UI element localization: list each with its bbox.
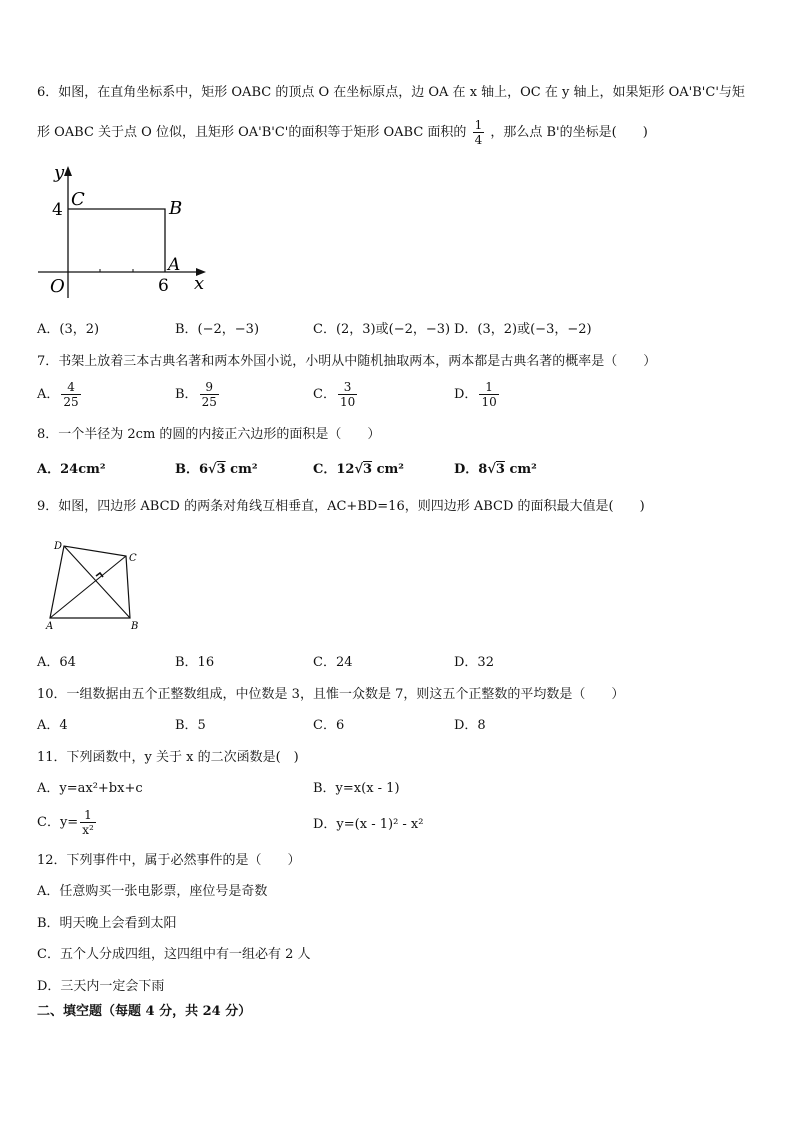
q12-option-b[interactable]: B．明天晚上会看到太阳: [37, 916, 177, 931]
q7-d-num: 1: [479, 380, 498, 395]
q11-c-num: 1: [80, 808, 96, 823]
q8-option-c[interactable]: C．12√3 cm²: [313, 462, 404, 477]
q10-option-c[interactable]: C．6: [313, 718, 345, 733]
label-C: C: [129, 553, 137, 564]
q7-b-label: B．: [175, 387, 198, 402]
label-B: B: [131, 621, 139, 632]
q9-option-c[interactable]: C．24: [313, 655, 353, 670]
q8-option-d[interactable]: D．8√3 cm²: [454, 462, 537, 477]
q9-option-b[interactable]: B．16: [175, 655, 215, 670]
q6-stem-line2: [37, 118, 648, 147]
q6-option-b[interactable]: B．(−2，−3): [175, 322, 260, 337]
q7-a-num: 4: [61, 380, 80, 395]
label-6: 6: [158, 276, 169, 296]
q9-stem: 9．如图，四边形 ABCD 的两条对角线互相垂直，AC+BD=16，则四边形 ABCD 的面积最大值是( ): [37, 499, 645, 514]
q8-a-label: A．: [37, 462, 61, 477]
q6-option-a[interactable]: A．(3，2): [37, 322, 100, 337]
q11-option-b[interactable]: B．y=x(x - 1): [313, 781, 400, 796]
q8-d-unit: cm²: [509, 462, 537, 477]
q8-b-rad: 3: [216, 462, 226, 477]
right-angle-mark: [96, 573, 103, 577]
q8-b-unit: cm²: [230, 462, 258, 477]
rectangle-oabc: [68, 209, 165, 272]
q7-option-c[interactable]: [313, 380, 359, 409]
label-A: A: [168, 255, 181, 275]
q7-a-label: A．: [37, 387, 60, 402]
diagonal-bd: [64, 546, 130, 618]
q10-option-b[interactable]: B．5: [175, 718, 206, 733]
quadrilateral-abcd: [50, 546, 130, 618]
q6-option-d[interactable]: D．(3，2)或(−3，−2): [454, 322, 592, 337]
q8-b-coef: 6: [199, 462, 209, 477]
q8-stem: 8．一个半径为 2cm 的圆的内接正六边形的面积是（ ）: [37, 427, 381, 442]
q9-option-d[interactable]: D．32: [454, 655, 494, 670]
q7-b-den: 25: [201, 395, 217, 409]
q7-option-a[interactable]: [37, 380, 83, 409]
label-A: A: [46, 621, 54, 632]
label-O: O: [50, 276, 65, 297]
y-axis-arrow: [64, 166, 72, 176]
q12-option-d[interactable]: D．三天内一定会下雨: [37, 979, 165, 994]
q11-option-a[interactable]: A．y=ax²+bx+c: [37, 781, 143, 796]
q6-stem-line1: 6．如图，在直角坐标系中，矩形 OABC 的顶点 O 在坐标原点，边 OA 在 x 轴上，OC 在 y 轴上，如果矩形 OA'B'C'与矩: [37, 85, 745, 100]
q12-option-a[interactable]: A．任意购买一张电影票，座位号是奇数: [37, 884, 268, 899]
q8-a-unit: cm²: [78, 462, 106, 477]
q8-b-label: B．: [175, 462, 199, 477]
label-D: D: [54, 541, 63, 552]
q9-option-a[interactable]: A．64: [37, 655, 76, 670]
q6-fraction: [473, 118, 485, 147]
q7-option-d[interactable]: [454, 380, 501, 409]
label-4: 4: [52, 200, 63, 220]
q7-a-den: 25: [63, 395, 79, 409]
q12-option-c[interactable]: C．五个人分成四组，这四组中有一组必有 2 人: [37, 947, 311, 962]
q8-c-coef: 12: [336, 462, 355, 477]
label-B: B: [169, 198, 183, 219]
q7-stem: 7．书架上放着三本古典名著和两本外国小说，小明从中随机抽取两本，两本都是古典名著的概率是（ ）: [37, 354, 657, 369]
q6-option-c[interactable]: C．(2，3)或(−2，−3): [313, 322, 451, 337]
q6-stem-line2b: ，那么点 B'的坐标是( ): [490, 125, 648, 140]
q10-stem: 10．一组数据由五个正整数组成，中位数是 3，且惟一众数是 7，则这五个正整数的平均数是（ ）: [37, 687, 625, 702]
q8-option-a[interactable]: [37, 461, 106, 479]
q7-b-num: 9: [200, 380, 219, 395]
q11-c-den: x²: [82, 823, 94, 837]
q11-c-prefix: C．y=: [37, 815, 79, 830]
q7-c-den: 10: [339, 395, 356, 409]
q9-figure: [40, 536, 150, 636]
diagonal-ac: [50, 556, 126, 618]
label-y: y: [54, 162, 65, 183]
q7-c-num: 3: [338, 380, 357, 395]
q7-d-label: D．: [454, 387, 478, 402]
section-heading: 二、填空题（每题 4 分，共 24 分）: [37, 1004, 252, 1019]
q6-frac-num: 1: [474, 118, 483, 132]
q12-stem: 12．下列事件中，属于必然事件的是（ ）: [37, 853, 301, 868]
label-C: C: [71, 189, 85, 210]
q8-c-unit: cm²: [376, 462, 404, 477]
q11-option-c[interactable]: [37, 808, 98, 837]
label-x: x: [194, 273, 205, 294]
q6-stem-line2a: 形 OABC 关于点 O 位似，且矩形 OA'B'C'的面积等于矩形 OABC 面积的: [37, 125, 467, 140]
q8-d-coef: 8: [478, 462, 488, 477]
q6-frac-den: 4: [474, 133, 483, 147]
q8-option-b[interactable]: B．6√3 cm²: [175, 462, 258, 477]
q7-d-den: 10: [481, 395, 497, 409]
q11-stem: 11．下列函数中，y 关于 x 的二次函数是( ): [37, 750, 299, 765]
q6-figure: [30, 158, 220, 298]
q8-d-label: D．: [454, 462, 479, 477]
q10-option-d[interactable]: D．8: [454, 718, 486, 733]
q8-c-label: C．: [313, 462, 337, 477]
q7-c-label: C．: [313, 387, 336, 402]
q8-c-rad: 3: [363, 462, 373, 477]
q8-a-coef: 24: [60, 462, 79, 477]
q7-option-b[interactable]: [175, 380, 221, 409]
q8-d-rad: 3: [495, 462, 505, 477]
q10-option-a[interactable]: A．4: [37, 718, 68, 733]
q11-option-d[interactable]: D．y=(x - 1)² - x²: [313, 817, 424, 832]
